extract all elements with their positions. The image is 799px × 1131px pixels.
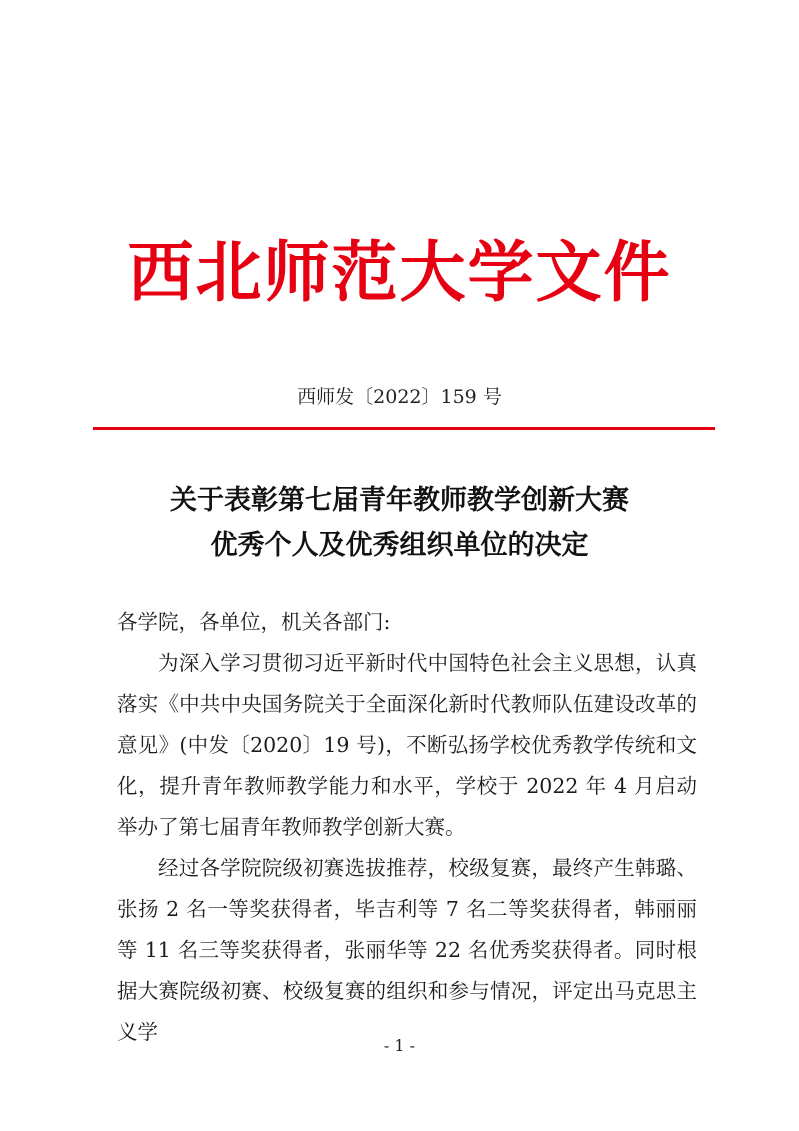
page-number: - 1 - (383, 1036, 416, 1055)
title-line-1: 关于表彰第七届青年教师教学创新大赛 (170, 485, 629, 516)
red-divider-line (93, 427, 715, 430)
body-paragraph-2: 经过各学院院级初赛选拔推荐，校级复赛，最终产生韩璐、张扬 2 名一等奖获得者，毕吉利等 7 名二等奖获得者，韩丽丽等 11 名三等奖获得者，张丽华等 22 名优秀奖获得者。同时根据大赛院级初赛、校级复赛的组织和参与情况，评定出马克思主义学 (117, 856, 697, 1044)
document-title (0, 478, 799, 568)
body-paragraph-1: 为深入学习贯彻习近平新时代中国特色社会主义思想，认真落实《中共中央国务院关于全面深化新时代教师队伍建设改革的意见》(中发〔2020〕19 号)，不断弘扬学校优秀教学传统和文化，提升青年教师教学能力和水平，学校于 2022 年 4 月启动举办了第七届青年教师教学创新大赛。 (117, 651, 697, 839)
salutation: 各学院，各单位，机关各部门: (117, 610, 391, 634)
document-body (117, 602, 697, 1053)
title-line-2: 优秀个人及优秀组织单位的决定 (210, 530, 589, 561)
document-number: 西师发〔2022〕159 号 (297, 386, 502, 408)
document-masthead: 西北师范大学文件 (127, 233, 672, 311)
